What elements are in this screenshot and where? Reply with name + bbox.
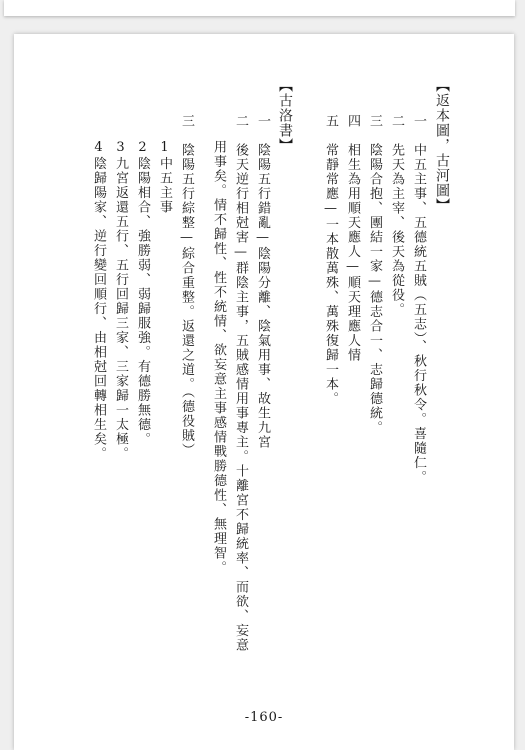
sub-item-2: 2陰陽相合、強勝弱、弱歸服強。有德勝無德。 [135,140,150,447]
luo-item-1-disorder: 一 陰陽五行錯亂—陰陽分離、陰氣用事、故生九宮 [255,114,270,450]
sub-item-4: 4陰歸陽家、逆行變回順行、由相尅回轉相生矣。 [91,140,106,461]
page-number: -160- [244,710,284,725]
heading-ancient-luo-shu: 【古洛書】 [277,78,293,153]
previous-page-edge [4,0,515,16]
item-5-constant-stillness: 五 常靜常應—一本散萬殊、萬殊復歸一本。 [323,114,338,406]
item-3-yin-yang-embrace: 三 陰陽合抱、團結一家—德志合一、志歸德統。 [367,114,382,435]
luo-item-2-postnatal: 二 後天逆行相尅害—群陰主事，五賊感情用事專主。十離宮不歸統率、而欲、妄意 [233,114,248,653]
item-2-prenatal: 二 先天為主宰、後天為從役。 [389,114,404,317]
sub-item-1: 1中五主事 [157,140,172,215]
item-1-center-five: 一 中五主事、五德統五賊（五志）、秋行秋令。喜隨仁。 [411,114,426,485]
sub-item-3: 3九宮返還五行、五行回歸三家、三家歸一太極。 [113,140,128,461]
luo-item-2-continuation: 用事矣。情不歸性、性不統情、欲妄意主事感情戰勝德性、無理智。 [211,140,226,575]
document-page [14,34,514,750]
heading-return-to-origin-diagram: 【返本圖，古河圖】 [434,78,450,213]
item-4-mutual-generation: 四 相生為用順天應人—順天理應人情 [345,114,360,363]
luo-item-3-integration: 三 陰陽五行綜整—綜合重整。返還之道。（德役賊） [179,114,194,458]
